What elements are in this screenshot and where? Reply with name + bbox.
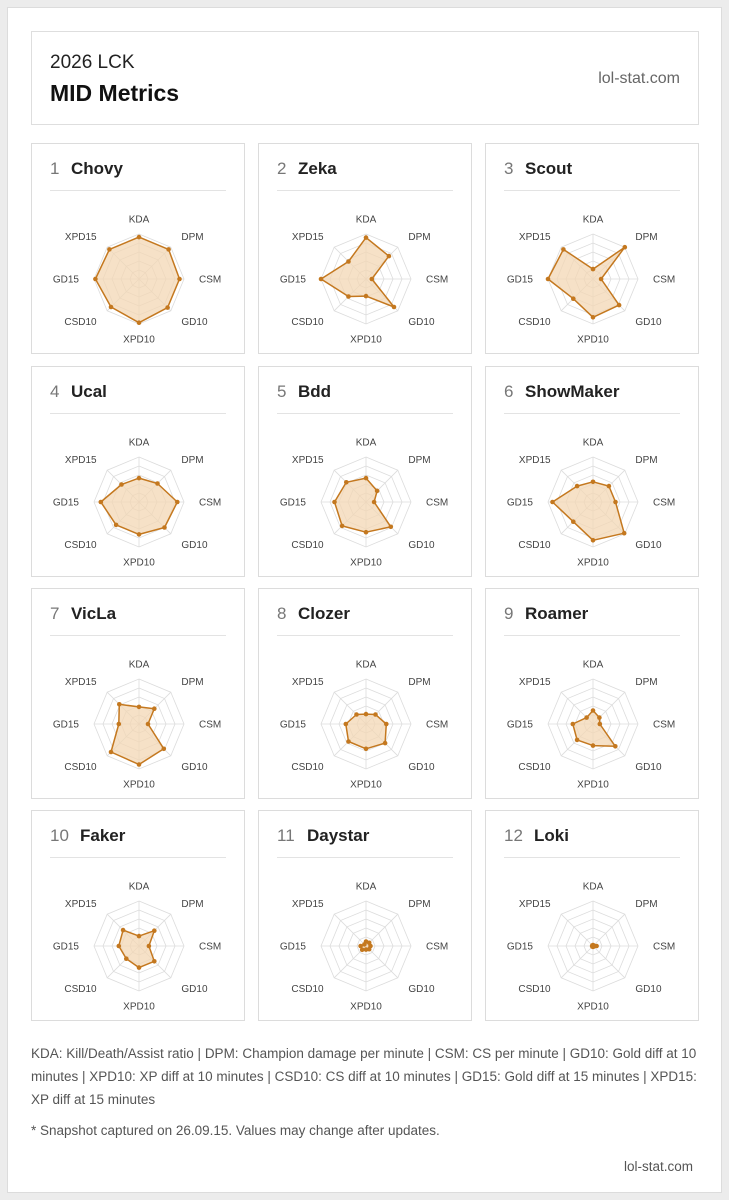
axis-label: XPD15 — [291, 232, 324, 244]
axis-label: CSM — [199, 274, 222, 286]
axis-label: XPD10 — [577, 557, 609, 569]
card-divider — [277, 857, 453, 858]
axis-label: KDA — [128, 659, 150, 671]
data-point — [591, 315, 596, 320]
data-point — [383, 741, 388, 746]
player-card — [485, 143, 699, 354]
data-point — [137, 762, 142, 767]
data-point — [177, 277, 182, 282]
data-point — [571, 722, 576, 727]
axis-label: XPD15 — [64, 899, 97, 911]
data-point — [591, 480, 596, 485]
axis-label: DPM — [635, 232, 658, 244]
data-point — [622, 531, 627, 536]
radar-chart — [32, 863, 246, 1013]
axis-label: GD15 — [506, 497, 533, 509]
data-point — [137, 705, 142, 710]
player-name: ShowMaker — [525, 382, 620, 401]
card-divider — [504, 857, 680, 858]
player-card — [485, 588, 699, 799]
player-name: Bdd — [298, 382, 332, 401]
radar-chart — [486, 196, 700, 346]
data-point — [372, 500, 377, 505]
data-point — [384, 722, 389, 727]
axis-label: KDA — [355, 214, 377, 226]
axis-label: GD15 — [506, 274, 533, 286]
player-rank: 5 — [277, 382, 287, 401]
player-rank: 10 — [50, 826, 69, 845]
player-name: Scout — [525, 159, 573, 178]
axis-label: GD10 — [635, 539, 662, 551]
axis-label: DPM — [181, 899, 204, 911]
data-point — [175, 500, 180, 505]
page-title: MID Metrics — [50, 80, 180, 106]
data-point — [319, 277, 324, 282]
card-divider — [277, 190, 453, 191]
data-point — [389, 525, 394, 530]
data-point — [107, 247, 112, 252]
data-point — [550, 500, 555, 505]
axis-label: CSM — [653, 941, 676, 953]
data-point — [162, 525, 167, 530]
player-rank: 8 — [277, 604, 287, 623]
axis-label: CSD10 — [64, 539, 97, 551]
player-name: Loki — [534, 826, 569, 845]
axis-label: XPD15 — [291, 677, 324, 689]
radar-chart — [259, 641, 473, 791]
card-divider — [50, 635, 226, 636]
data-point — [591, 538, 596, 543]
data-point — [152, 706, 157, 711]
data-point — [590, 943, 595, 948]
axis-label: XPD15 — [64, 455, 97, 467]
data-point — [364, 747, 369, 752]
data-point — [373, 712, 378, 717]
axis-label: KDA — [582, 659, 604, 671]
data-point — [591, 267, 596, 272]
axis-label: GD10 — [635, 983, 662, 995]
axis-label: XPD10 — [577, 334, 609, 346]
radar-chart — [486, 863, 700, 1013]
axis-label: CSM — [199, 719, 222, 731]
axis-label: KDA — [355, 437, 377, 449]
radar-chart — [259, 419, 473, 569]
axis-label: CSD10 — [291, 539, 324, 551]
data-point — [109, 750, 114, 755]
axis-label: GD15 — [506, 719, 533, 731]
axis-label: GD15 — [279, 941, 306, 953]
data-point — [561, 247, 566, 252]
axis-label: DPM — [635, 455, 658, 467]
data-point — [117, 944, 122, 949]
radar-chart — [259, 196, 473, 346]
player-card — [258, 366, 472, 577]
axis-label: DPM — [181, 677, 204, 689]
player-name: Clozer — [298, 604, 350, 623]
player-rank: 1 — [50, 159, 60, 178]
axis-label: XPD15 — [291, 899, 324, 911]
card-divider — [504, 635, 680, 636]
axis-label: CSM — [426, 941, 449, 953]
data-point — [137, 934, 142, 939]
axis-label: GD15 — [52, 274, 79, 286]
axis-label: KDA — [355, 881, 377, 893]
data-polygon — [111, 704, 164, 764]
axis-label: XPD15 — [518, 232, 551, 244]
header — [31, 31, 699, 125]
data-point — [591, 743, 596, 748]
axis-label: CSD10 — [64, 983, 97, 995]
axis-label: CSD10 — [518, 316, 551, 328]
axis-label: GD15 — [279, 274, 306, 286]
footer-site[interactable]: lol-stat.com — [623, 1159, 693, 1174]
data-point — [137, 320, 142, 325]
axis-label: DPM — [181, 455, 204, 467]
axis-label: CSM — [426, 274, 449, 286]
axis-label: XPD10 — [577, 1001, 609, 1013]
axis-label: CSD10 — [64, 761, 97, 773]
data-point — [364, 476, 369, 481]
data-point — [546, 277, 551, 282]
data-point — [623, 245, 628, 250]
axis-label: XPD15 — [291, 455, 324, 467]
axis-label: XPD10 — [350, 334, 382, 346]
axis-label: CSM — [426, 719, 449, 731]
axis-label: GD10 — [181, 761, 208, 773]
player-rank: 3 — [504, 159, 514, 178]
data-point — [364, 530, 369, 535]
axis-label: GD15 — [506, 941, 533, 953]
data-point — [344, 480, 349, 485]
axis-label: GD15 — [279, 497, 306, 509]
axis-label: GD10 — [635, 761, 662, 773]
axis-label: GD10 — [408, 539, 435, 551]
axis-label: GD10 — [635, 316, 662, 328]
data-point — [162, 747, 167, 752]
data-point — [344, 722, 349, 727]
data-polygon — [346, 714, 387, 749]
player-name: Daystar — [307, 826, 370, 845]
data-point — [93, 277, 98, 282]
data-point — [364, 712, 369, 717]
snapshot-note: * Snapshot captured on 26.09.15. Values may change after updates. — [31, 1123, 440, 1138]
axis-label: XPD10 — [350, 779, 382, 791]
radar-chart — [32, 419, 246, 569]
axis-label: DPM — [635, 899, 658, 911]
data-point — [575, 738, 580, 743]
axis-label: DPM — [408, 899, 431, 911]
data-point — [117, 722, 122, 727]
data-point — [375, 489, 380, 494]
axis-label: XPD10 — [123, 779, 155, 791]
player-card — [31, 810, 245, 1021]
axis-label: XPD10 — [123, 557, 155, 569]
radar-chart — [486, 419, 700, 569]
data-point — [137, 965, 142, 970]
axis-label: CSD10 — [518, 983, 551, 995]
player-rank: 12 — [504, 826, 523, 845]
data-point — [152, 928, 157, 933]
metric-legend: KDA: Kill/Death/Assist ratio | DPM: Champion damage per minute | CSM: CS per minute | GD10: Gold diff at 10 minutes | XPD10: XP diff at 10 minutes | CSD10: CS diff at 10 minutes | GD15: Gold diff at 15 minutes | XPD15: XP diff at 15 minutes — [31, 1046, 697, 1107]
data-point — [165, 305, 170, 310]
axis-label: CSM — [199, 497, 222, 509]
card-divider — [277, 413, 453, 414]
data-point — [575, 484, 580, 489]
data-point — [584, 715, 589, 720]
data-point — [137, 476, 142, 481]
axis-label: DPM — [408, 455, 431, 467]
axis-label: CSD10 — [291, 316, 324, 328]
data-point — [364, 235, 369, 240]
data-point — [571, 296, 576, 301]
data-point — [613, 744, 618, 749]
axis-label: CSD10 — [518, 761, 551, 773]
axis-label: CSM — [653, 497, 676, 509]
data-point — [346, 739, 351, 744]
data-point — [124, 956, 129, 961]
axis-label: XPD15 — [518, 677, 551, 689]
player-rank: 2 — [277, 159, 287, 178]
axis-label: XPD15 — [518, 899, 551, 911]
player-name: Zeka — [298, 159, 337, 178]
data-point — [332, 500, 337, 505]
page-frame — [7, 7, 722, 1193]
radar-chart — [32, 196, 246, 346]
axis-label: CSM — [653, 274, 676, 286]
data-point — [599, 277, 604, 282]
axis-label: XPD15 — [64, 232, 97, 244]
radar-chart — [32, 641, 246, 791]
axis-label: CSD10 — [518, 539, 551, 551]
axis-label: KDA — [128, 881, 150, 893]
data-point — [364, 294, 369, 299]
axis-label: XPD10 — [577, 779, 609, 791]
axis-label: KDA — [582, 437, 604, 449]
axis-label: KDA — [582, 881, 604, 893]
axis-label: XPD10 — [350, 557, 382, 569]
player-card — [258, 810, 472, 1021]
data-point — [591, 708, 596, 713]
player-rank: 7 — [50, 604, 60, 623]
axis-label: XPD10 — [350, 1001, 382, 1013]
player-card — [31, 588, 245, 799]
axis-label: DPM — [408, 232, 431, 244]
data-point — [598, 722, 603, 727]
axis-label: CSD10 — [291, 761, 324, 773]
data-point — [607, 484, 612, 489]
data-point — [121, 928, 126, 933]
axis-label: GD15 — [52, 941, 79, 953]
axis-label: GD10 — [181, 539, 208, 551]
card-divider — [50, 190, 226, 191]
axis-label: XPD15 — [64, 677, 97, 689]
data-point — [109, 305, 114, 310]
card-divider — [504, 190, 680, 191]
axis-label: CSM — [199, 941, 222, 953]
player-rank: 9 — [504, 604, 514, 623]
card-divider — [50, 413, 226, 414]
radar-chart — [486, 641, 700, 791]
axis-label: GD15 — [52, 719, 79, 731]
axis-label: XPD10 — [123, 1001, 155, 1013]
player-name: Roamer — [525, 604, 589, 623]
axis-label: CSD10 — [64, 316, 97, 328]
data-point — [387, 254, 392, 259]
player-card — [31, 143, 245, 354]
player-card — [485, 810, 699, 1021]
axis-label: CSD10 — [291, 983, 324, 995]
data-point — [119, 482, 124, 487]
player-name: VicLa — [71, 604, 117, 623]
player-rank: 4 — [50, 382, 60, 401]
card-divider — [504, 413, 680, 414]
card-divider — [277, 635, 453, 636]
data-point — [146, 722, 151, 727]
data-point — [137, 532, 142, 537]
player-name: Faker — [80, 826, 126, 845]
player-card — [485, 366, 699, 577]
axis-label: KDA — [128, 214, 150, 226]
data-polygon — [119, 930, 155, 968]
player-name: Chovy — [71, 159, 123, 178]
data-point — [346, 259, 351, 264]
player-card — [258, 143, 472, 354]
axis-label: CSM — [653, 719, 676, 731]
data-point — [114, 523, 119, 528]
data-point — [99, 500, 104, 505]
axis-label: GD10 — [408, 761, 435, 773]
axis-label: GD10 — [181, 983, 208, 995]
axis-label: CSM — [426, 497, 449, 509]
data-point — [354, 712, 359, 717]
data-point — [597, 715, 602, 720]
data-point — [155, 481, 160, 486]
data-point — [117, 702, 122, 707]
axis-label: GD10 — [408, 983, 435, 995]
axis-label: XPD15 — [518, 455, 551, 467]
data-point — [362, 942, 367, 947]
data-point — [617, 303, 622, 308]
axis-label: GD10 — [181, 316, 208, 328]
site-name[interactable]: lol-stat.com — [598, 70, 680, 87]
data-point — [370, 277, 375, 282]
data-point — [147, 944, 152, 949]
axis-label: KDA — [128, 437, 150, 449]
player-card — [31, 366, 245, 577]
axis-label: KDA — [355, 659, 377, 671]
data-polygon — [321, 238, 394, 307]
league-label: 2026 LCK — [50, 52, 135, 73]
card-divider — [50, 857, 226, 858]
player-card — [258, 588, 472, 799]
data-point — [166, 247, 171, 252]
player-rank: 6 — [504, 382, 514, 401]
data-point — [340, 524, 345, 529]
data-point — [152, 959, 157, 964]
axis-label: XPD10 — [123, 334, 155, 346]
data-point — [137, 235, 142, 240]
axis-label: GD10 — [408, 316, 435, 328]
axis-label: GD15 — [52, 497, 79, 509]
player-rank: 11 — [277, 826, 295, 845]
data-point — [346, 294, 351, 299]
data-point — [571, 519, 576, 524]
player-name: Ucal — [71, 382, 107, 401]
axis-label: DPM — [181, 232, 204, 244]
axis-label: KDA — [582, 214, 604, 226]
axis-label: DPM — [635, 677, 658, 689]
data-point — [613, 500, 618, 505]
data-point — [392, 305, 397, 310]
axis-label: DPM — [408, 677, 431, 689]
radar-chart — [259, 863, 473, 1013]
axis-label: GD15 — [279, 719, 306, 731]
